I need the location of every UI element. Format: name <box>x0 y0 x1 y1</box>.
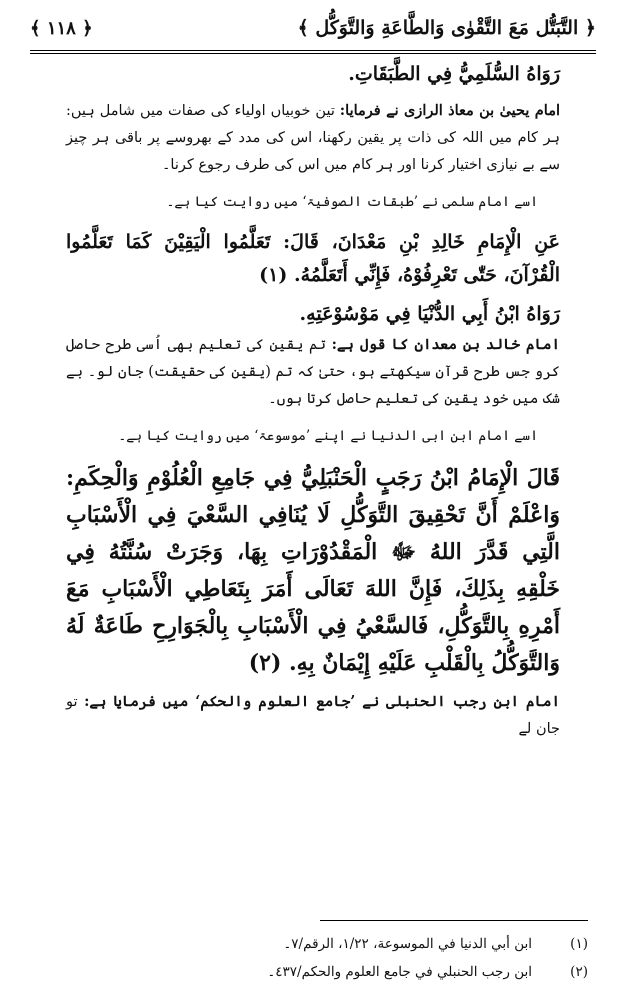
urdu-text-2: تم یقین کی تعلیم بھی اُسی طرح حاصل کرو جس طرح قرآن سیکھتے ہو، حتیٰ کہ تم (یقین کی حقیقت) جان لو۔ بے شک میں خود یقین کی تعلیم حاصل کرتا ہوں۔ <box>66 337 560 407</box>
footnote-1 <box>66 930 588 958</box>
footnotes <box>66 930 588 986</box>
urdu-reference-1: اسے امام سلمی نے ’طبقات الصوفیۃ‘ میں روایت کیا ہے۔ <box>166 194 538 210</box>
footnote-number-2: (٢) <box>570 964 588 980</box>
page-number: ﴿ ١١٨ ﴾ <box>30 17 93 39</box>
footnote-text-1: ابن أبي الدنيا في الموسوعة، ١/٢٢، الرقم/٧۔ <box>283 936 532 952</box>
arabic-citation-1: رَوَاهُ السُّلَمِيُّ فِي الطَّبَقَاتِ. <box>348 63 560 85</box>
main-content <box>66 58 560 743</box>
page-header <box>30 8 596 48</box>
urdu-lead-2: امام خالد بن معدان کا قول ہے: <box>331 336 560 353</box>
urdu-text-1: تین خوبیاں اولیاء کی صفات میں شامل ہیں: ہر کام میں اللہ کی ذات پر یقین رکھنا، اس کی مدد کے بھروسے پر باقی ہر چیز سے بے نیازی اختیار کرنا اور ہر کام میں اس کی طرف رجوع کرنا۔ <box>66 103 560 173</box>
urdu-lead-1: امام یحییٰ بن معاذ الرازی نے فرمایا: <box>339 102 560 119</box>
running-title: ﴿ التَّبَتُّل مَعَ التَّقْوٰی وَالطَّاعَةِ وَالتَّوَکُّل ﴾ <box>297 17 596 39</box>
urdu-paragraph-3 <box>66 688 560 743</box>
arabic-citation-2: رَوَاهُ ابْنُ أَبِي الدُّنْيَا فِي مَوْسُوْعَتِهِ. <box>299 303 560 325</box>
header-rule <box>30 50 596 54</box>
footnote-number-1: (١) <box>570 936 588 952</box>
urdu-paragraph-1 <box>66 97 560 179</box>
urdu-paragraph-2 <box>66 331 560 413</box>
urdu-lead-3: امام ابن رجب الحنبلی نے ’جامع العلوم والحکم‘ میں فرمایا ہے: <box>84 693 561 710</box>
arabic-hadith-1: عَنِ الْإِمَامِ خَالِدِ بْنِ مَعْدَانَ، قَالَ: تَعَلَّمُوا الْيَقِيْنَ كَمَا تَعَلَّمُوا الْقُرْآنَ، حَتّٰى تَعْرِفُوْهُ، فَإِنِّي أَتَعَلَّمُهُ. (١) <box>66 231 560 286</box>
urdu-reference-2: اسے امام ابن ابی الدنیا نے اپنے ’موسوعۃ‘ میں روایت کیا ہے۔ <box>118 428 538 444</box>
footnote-2 <box>66 958 588 986</box>
arabic-quote-ibn-rajab: قَالَ الْإِمَامُ ابْنُ رَجَبٍ الْحَنْبَلِيُّ فِي جَامِعِ الْعُلُوْمِ وَالْحِكَمِ: وَاعْلَمْ أَنَّ تَحْقِيقَ التَّوَكُّلِ لَا يُنَافِي السَّعْيَ فِي الْأَسْبَابِ الَّتِي قَدَّرَ اللهُ ﷻ الْمَقْدُوْرَاتِ بِهَا، وَجَرَتْ سُنَّتُهُ فِي خَلْقِهِ بِذَلِكَ، فَإِنَّ اللهَ تَعَالَى أَمَرَ بِتَعَاطِي الْأَسْبَابِ مَعَ أَمْرِهِ بِالتَّوَكُّلِ، فَالسَّعْيُ فِي الْأَسْبَابِ بِالْجَوَارِحِ طَاعَةٌ لَهُ وَالتَّوَكُّلُ بِالْقَلْبِ عَلَيْهِ إِيْمَانٌ بِهِ. (٢) <box>66 465 560 676</box>
urdu-text-3: تو جان لے <box>66 694 560 737</box>
footnote-text-2: ابن رجب الحنبلي في جامع العلوم والحكم/٤٣٧۔ <box>267 964 532 980</box>
footnote-rule <box>320 920 588 921</box>
